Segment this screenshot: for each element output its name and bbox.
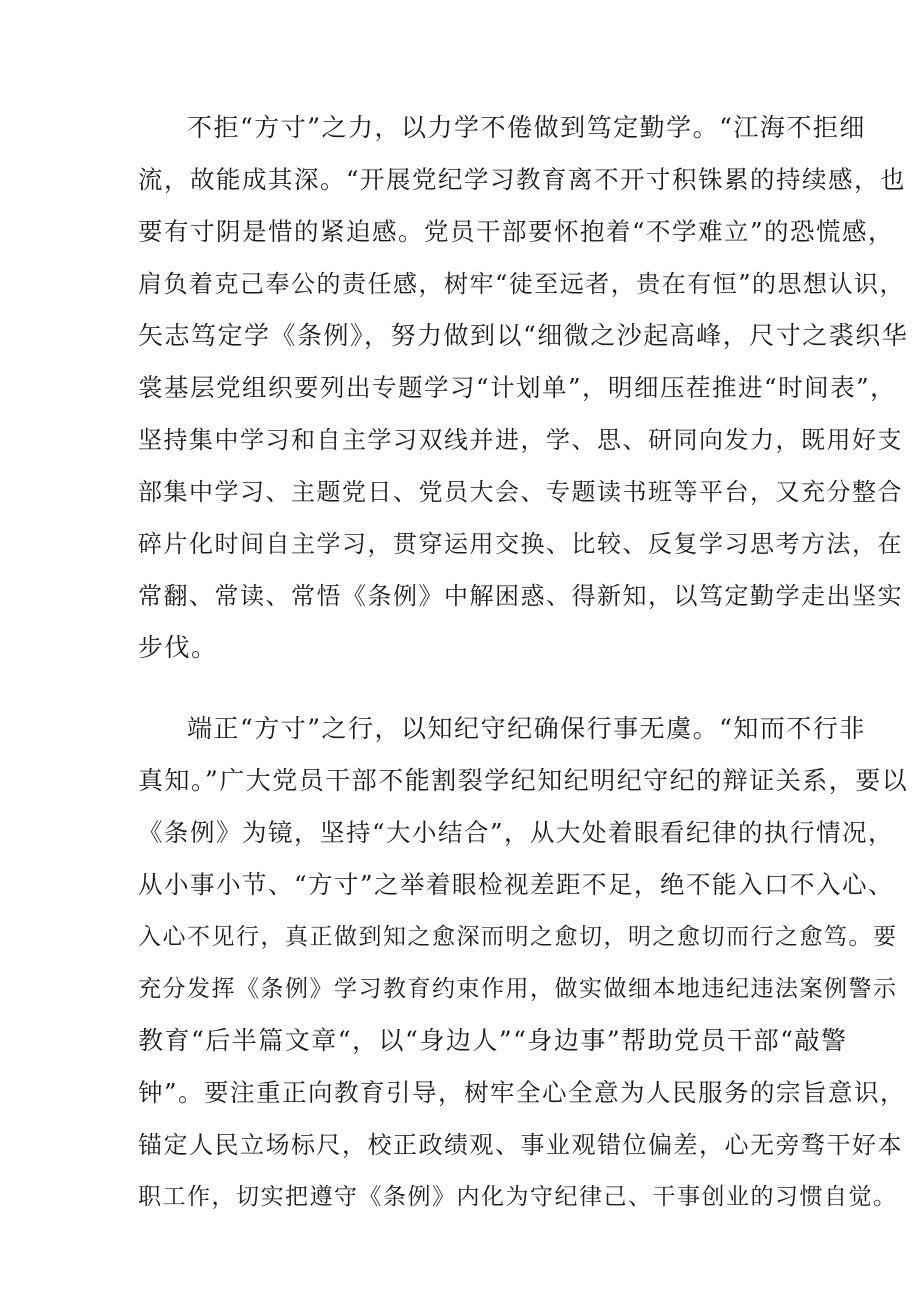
paragraph-1-line-8: 部集中学习、主题党日、党员大会、专题读书班等平台，又充分整合	[138, 478, 903, 506]
paragraph-1-line-4: 肩负着克己奉公的责任感，树牢“徒至远者，贵在有恒”的思想认识，	[138, 270, 906, 298]
paragraph-1-line-5: 矢志笃定学《条例》，努力做到以“细微之沙起高峰，尺寸之裘织华	[138, 321, 909, 350]
paragraph-1-line-6: 裳基层党组织要列出专题学习“计划单”，明细压茬推进“时间表”，	[138, 373, 897, 402]
paragraph-2-line-8: 钟”。要注重正向教育引导，树牢全心全意为人民服务的宗旨意识，	[138, 1078, 907, 1107]
paragraph-2-line-4: 从小事小节、“方寸”之举着眼检视差距不足，绝不能入口不入心、	[138, 870, 895, 899]
paragraph-1-line-1: 不拒“方寸”之力，以力学不倦做到笃定勤学。“江海不拒细	[187, 113, 866, 142]
paragraph-2-line-2: 真知。”广大党员干部不能割裂学纪知纪明纪守纪的辩证关系，要以	[138, 766, 909, 795]
paragraph-1-line-2: 流，故能成其深。“开展党纪学习教育离不开寸积铢累的持续感，也	[138, 165, 907, 194]
paragraph-1-line-9: 碎片化时间自主学习，贯穿运用交换、比较、反复学习思考方法，在	[138, 530, 903, 558]
paragraph-2-line-6: 充分发挥《条例》学习教育约束作用，做实做细本地违纪违法案例警示	[138, 976, 898, 1002]
paragraph-1-line-3: 要有寸阴是惜的紧迫感。党员干部要怀抱着“不学难立”的恐慌感，	[138, 217, 895, 246]
paragraph-1-line-11: 步伐。	[138, 633, 218, 662]
paragraph-2-line-10: 职工作，切实把遵守《条例》内化为守纪律己、干事创业的习惯自觉。	[138, 1184, 898, 1210]
paragraph-2-line-1: 端正“方寸”之行，以知纪守纪确保行事无虞。“知而不行非	[187, 714, 866, 743]
paragraph-2-line-5: 入心不见行，真正做到知之愈深而明之愈切，明之愈切而行之愈笃。要	[138, 924, 898, 950]
paragraph-1-line-7: 坚持集中学习和自主学习双线并进，学、思、研同向发力，既用好支	[138, 426, 903, 454]
paragraph-1-line-10: 常翻、常读、常悟《条例》中解困惑、得新知，以笃定勤学走出坚实	[138, 582, 903, 610]
paragraph-2-line-9: 锚定人民立场标尺，校正政绩观、事业观错位偏差，心无旁骛干好本	[138, 1131, 903, 1159]
paragraph-2-line-7: 教育“后半篇文章“，以“身边人”“身边事”帮助党员干部“敲警	[138, 1026, 848, 1055]
paragraph-2-line-3: 《条例》为镜，坚持“大小结合”，从大处着眼看纪律的执行情况，	[138, 818, 895, 847]
